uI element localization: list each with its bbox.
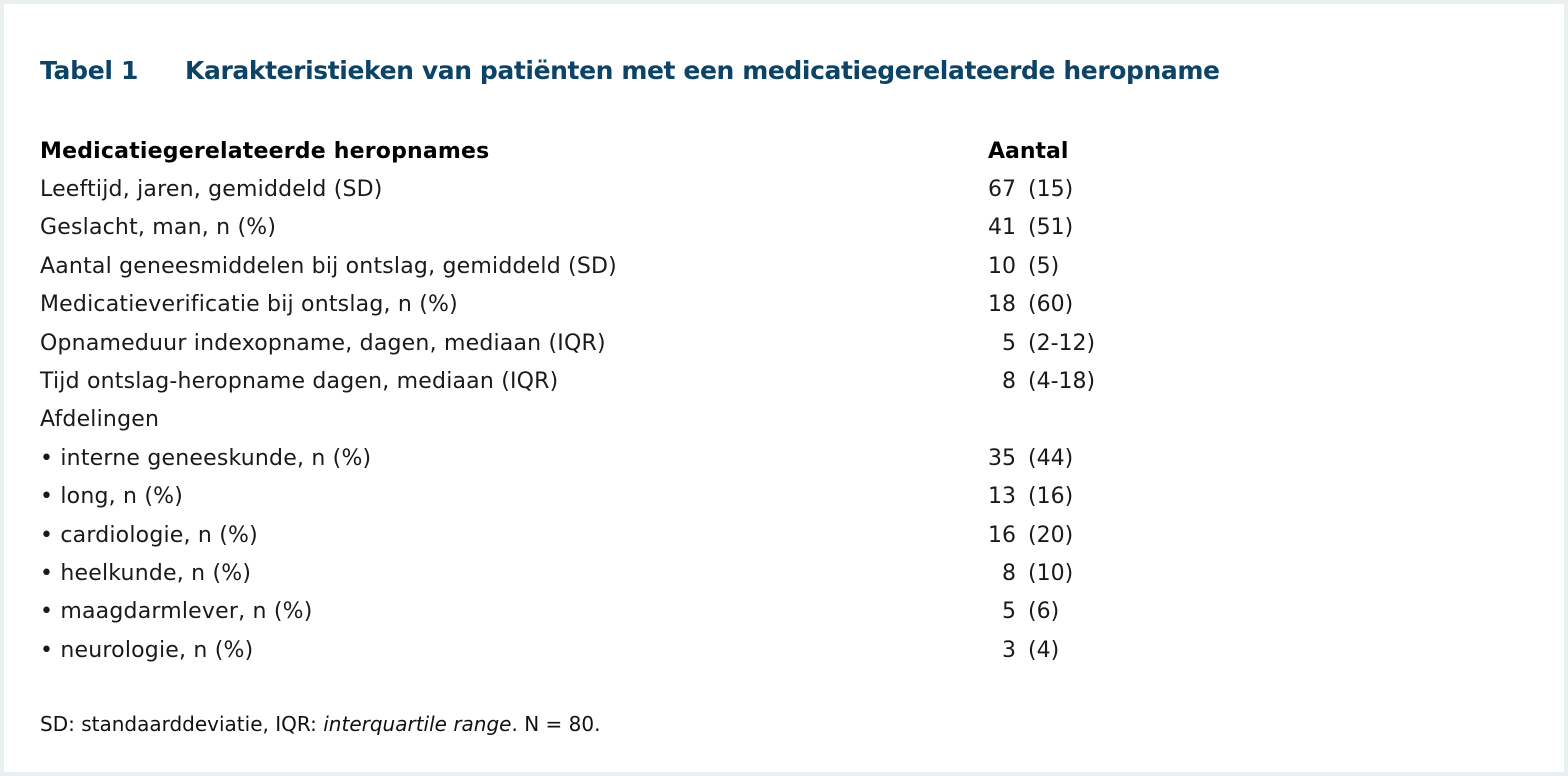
table-row <box>40 631 1148 669</box>
row-label: • neurologie, n (%) <box>40 637 254 663</box>
table-row <box>40 439 1148 477</box>
row-label: • maagdarmlever, n (%) <box>40 599 313 625</box>
table-row <box>40 516 1148 554</box>
row-parenthetical: (51) <box>1028 215 1074 241</box>
table-section-row <box>40 401 1148 439</box>
section-label: Afdelingen <box>40 407 160 433</box>
row-value: 13 <box>988 484 1016 510</box>
row-parenthetical: (15) <box>1028 177 1074 203</box>
row-parenthetical: (10) <box>1028 560 1074 586</box>
table-footnote <box>40 712 600 736</box>
row-value: 10 <box>988 253 1016 279</box>
row-value: 5 <box>1002 330 1016 356</box>
table-row <box>40 286 1148 324</box>
row-parenthetical: (20) <box>1028 522 1074 548</box>
row-label: Medicatieverificatie bij ontslag, n (%) <box>40 292 458 318</box>
row-value: 18 <box>988 292 1016 318</box>
row-value: 41 <box>988 215 1016 241</box>
header-count: Aantal <box>988 138 1069 164</box>
table-header-row <box>40 132 1148 170</box>
table-row <box>40 247 1148 285</box>
row-label: Geslacht, man, n (%) <box>40 215 277 241</box>
row-value: 5 <box>1002 599 1016 625</box>
row-parenthetical: (6) <box>1028 599 1060 625</box>
row-label: Aantal geneesmiddelen bij ontslag, gemiddeld (SD) <box>40 253 617 279</box>
row-value: 16 <box>988 522 1016 548</box>
row-value: 8 <box>1002 560 1016 586</box>
table-row <box>40 209 1148 247</box>
row-label: Opnameduur indexopname, dagen, mediaan (IQR) <box>40 330 606 356</box>
row-label: Tijd ontslag-heropname dagen, mediaan (IQR) <box>40 369 559 395</box>
row-parenthetical: (44) <box>1028 445 1074 471</box>
row-parenthetical: (4-18) <box>1028 369 1096 395</box>
row-label: • cardiologie, n (%) <box>40 522 258 548</box>
footnote-italic: interquartile range <box>323 712 512 736</box>
table-row <box>40 478 1148 516</box>
row-parenthetical: (60) <box>1028 292 1074 318</box>
table-row <box>40 362 1148 400</box>
row-value <box>988 401 1016 439</box>
row-parenthetical: (5) <box>1028 253 1060 279</box>
row-parenthetical: (4) <box>1028 637 1060 663</box>
row-value: 8 <box>1002 369 1016 395</box>
row-value: 67 <box>988 177 1016 203</box>
footnote-suffix: . N = 80. <box>511 712 601 736</box>
row-parenthetical <box>1016 401 1148 439</box>
document-frame <box>4 4 1564 772</box>
row-label: Leeftijd, jaren, gemiddeld (SD) <box>40 177 383 203</box>
row-label: • heelkunde, n (%) <box>40 560 252 586</box>
characteristics-table <box>40 132 1148 669</box>
table-row <box>40 324 1148 362</box>
row-label: • long, n (%) <box>40 484 184 510</box>
row-parenthetical: (16) <box>1028 484 1074 510</box>
row-value: 35 <box>988 445 1016 471</box>
header-characteristic: Medicatiegerelateerde heropnames <box>40 138 490 164</box>
table-title: Karakteristieken van patiënten met een medicatiegerelateerde heropname <box>185 56 1220 85</box>
footnote-prefix: SD: standaarddeviatie, IQR: <box>40 712 324 736</box>
row-parenthetical: (2-12) <box>1028 330 1096 356</box>
table-number: Tabel 1 <box>40 56 139 85</box>
table-row <box>40 593 1148 631</box>
row-label: • interne geneeskunde, n (%) <box>40 445 372 471</box>
row-value: 3 <box>1002 637 1016 663</box>
table-row <box>40 170 1148 208</box>
table-row <box>40 554 1148 592</box>
